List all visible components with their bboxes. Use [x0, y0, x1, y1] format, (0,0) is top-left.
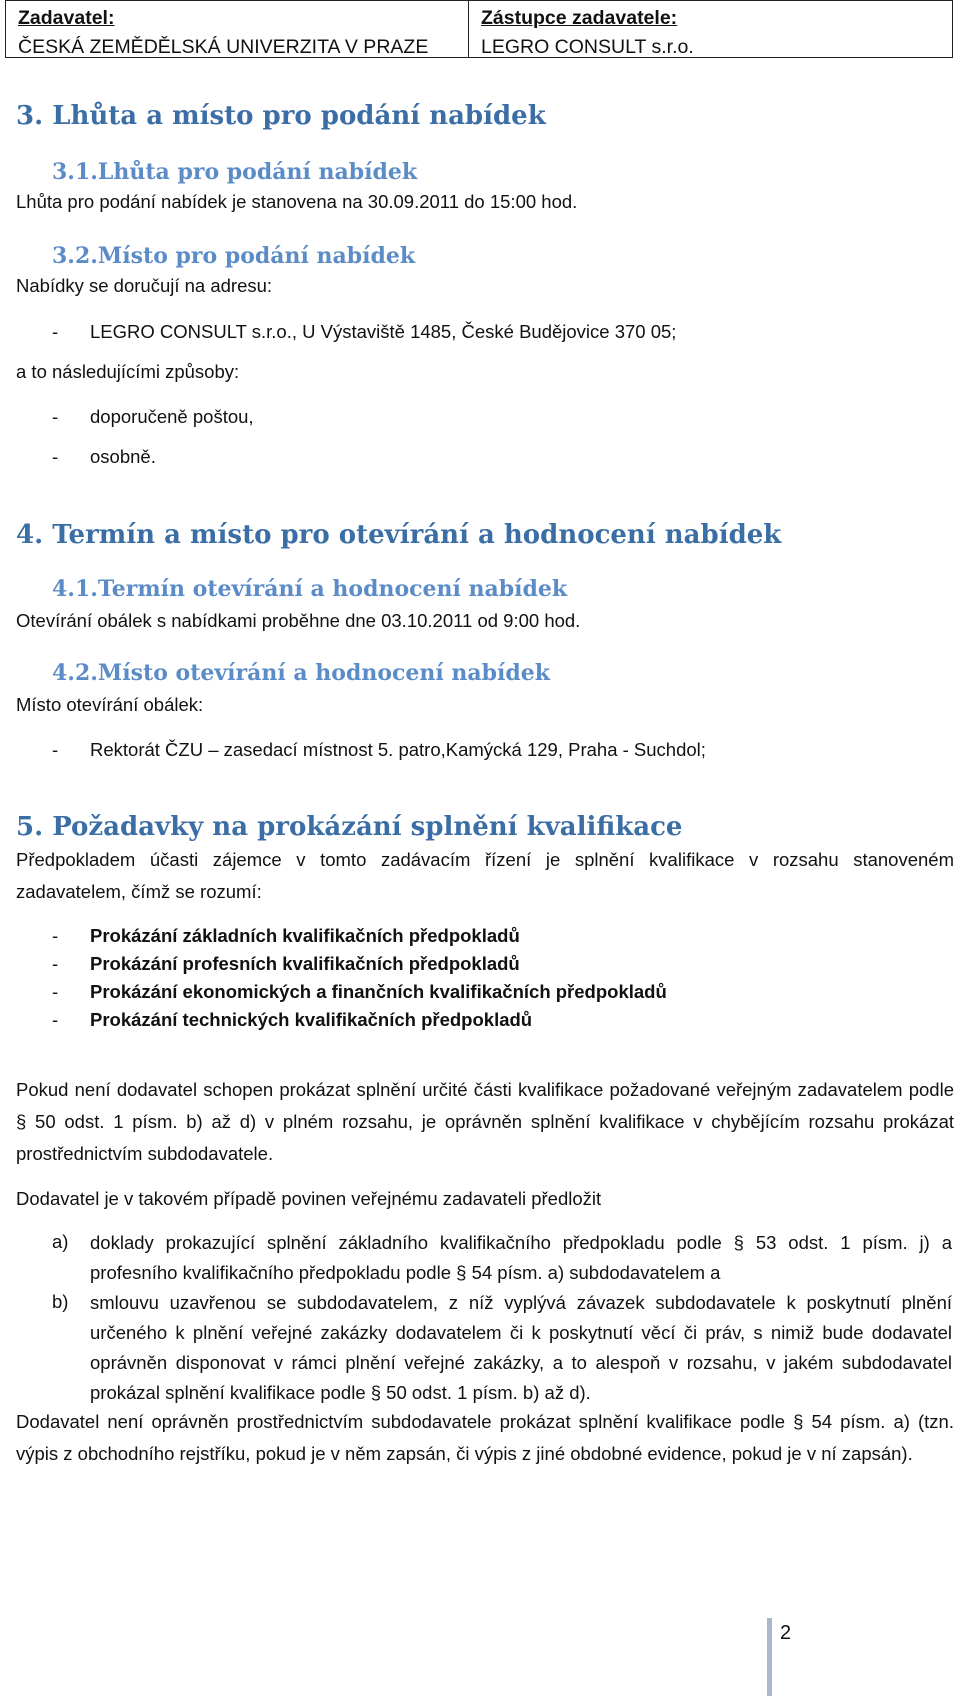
section-5-paragraph-3: Dodavatel není oprávněn prostřednictvím subdodavatele prokázat splnění kvalifikace podle § 54 písm. a) (tzn. výpis z obchodního rejstříku, pokud je v něm zapsán, či výpis z jiné obdobné evidence, pokud je v ní zapsán).	[16, 1411, 954, 1464]
dash-marker: -	[52, 925, 59, 946]
page-number: 2	[780, 1622, 792, 1644]
way-item: osobně.	[90, 446, 156, 467]
dash-marker: -	[52, 406, 59, 427]
requirement-item: Prokázání technických kvalifikačních předpokladů	[90, 1009, 533, 1030]
way-item: doporučeně poštou,	[90, 406, 254, 427]
dash-marker: -	[52, 321, 59, 342]
page-number-bar	[767, 1618, 772, 1696]
section-3-2-text: Nabídky se doručují na adresu:	[16, 275, 273, 296]
section-4-1-title: 4.1.Termín otevírání a hodnocení nabídek	[52, 576, 568, 602]
section-3-1-title: 3.1.Lhůta pro podání nabídek	[52, 159, 418, 185]
section-3-2-title: 3.2.Místo pro podání nabídek	[52, 243, 416, 269]
header-left-value: ČESKÁ ZEMĚDĚLSKÁ UNIVERZITA V PRAZE	[18, 36, 429, 58]
list-item-text: doklady prokazující splnění základního kvalifikačního předpokladu podle § 53 odst. 1 písm. j) a profesního kvalifikačního předpokladu podle § 54 písm. a) subdodavatelem a	[90, 1232, 952, 1283]
list-item-label: b)	[52, 1291, 69, 1312]
section-4-title: 4. Termín a místo pro otevírání a hodnocení nabídek	[16, 520, 782, 550]
section-5-paragraph-1: Pokud není dodavatel schopen prokázat splnění určité části kvalifikace požadované veřejným zadavatelem podle § 50 odst. 1 písm. b) až d) v plném rozsahu, je oprávněn splnění kvalifikace v chybějícím rozsahu prokázat prostřednictvím subdodavatele.	[16, 1079, 954, 1164]
section-5-paragraph-2: Dodavatel je v takovém případě povinen veřejnému zadavateli předložit	[16, 1188, 602, 1209]
header-right-label: Zástupce zadavatele:	[481, 7, 678, 29]
section-4-2-text: Místo otevírání obálek:	[16, 694, 204, 715]
address-item: LEGRO CONSULT s.r.o., U Výstaviště 1485, České Budějovice 370 05;	[90, 321, 677, 342]
list-item-label: a)	[52, 1231, 69, 1252]
section-3-title: 3. Lhůta a místo pro podání nabídek	[16, 101, 546, 131]
dash-marker: -	[52, 739, 59, 760]
list-item-text: smlouvu uzavřenou se subdodavatelem, z níž vyplývá závazek subdodavatele k poskytnutí plnění určeného k plnění veřejné zakázky dodavatelem či k poskytnutí věcí či práv, s nimiž bude dodavatel oprávněn disponovat v rámci plnění veřejné zakázky, a to alespoň v rozsahu, v jakém subdodavatel prokázal splnění kvalifikace podle § 50 odst. 1 písm. b) až d).	[90, 1292, 952, 1403]
header-contracting-authority	[6, 1, 469, 57]
section-5-intro: Předpokladem účasti zájemce v tomto zadávacím řízení je splnění kvalifikace v rozsahu stanoveném zadavatelem, čímž se rozumí:	[16, 849, 954, 902]
section-4-2-title: 4.2.Místo otevírání a hodnocení nabídek	[52, 660, 551, 686]
section-4-1-text: Otevírání obálek s nabídkami proběhne dne 03.10.2011 od 9:00 hod.	[16, 610, 581, 631]
dash-marker: -	[52, 981, 59, 1002]
header-right-value: LEGRO CONSULT s.r.o.	[481, 36, 694, 58]
ways-intro: a to následujícími způsoby:	[16, 361, 240, 382]
requirement-item: Prokázání základních kvalifikačních předpokladů	[90, 925, 520, 946]
header-left-label: Zadavatel:	[18, 7, 115, 29]
requirement-item: Prokázání profesních kvalifikačních předpokladů	[90, 953, 520, 974]
section-5-title: 5. Požadavky na prokázání splnění kvalifikace	[16, 812, 683, 842]
section-3-1-text: Lhůta pro podání nabídek je stanovena na 30.09.2011 do 15:00 hod.	[16, 191, 578, 212]
header-table	[5, 0, 953, 58]
dash-marker: -	[52, 446, 59, 467]
dash-marker: -	[52, 953, 59, 974]
place-item: Rektorát ČZU – zasedací místnost 5. patro,Kamýcká 129, Praha - Suchdol;	[90, 739, 706, 760]
header-representative	[469, 1, 706, 57]
requirement-item: Prokázání ekonomických a finančních kvalifikačních předpokladů	[90, 981, 667, 1002]
dash-marker: -	[52, 1009, 59, 1030]
